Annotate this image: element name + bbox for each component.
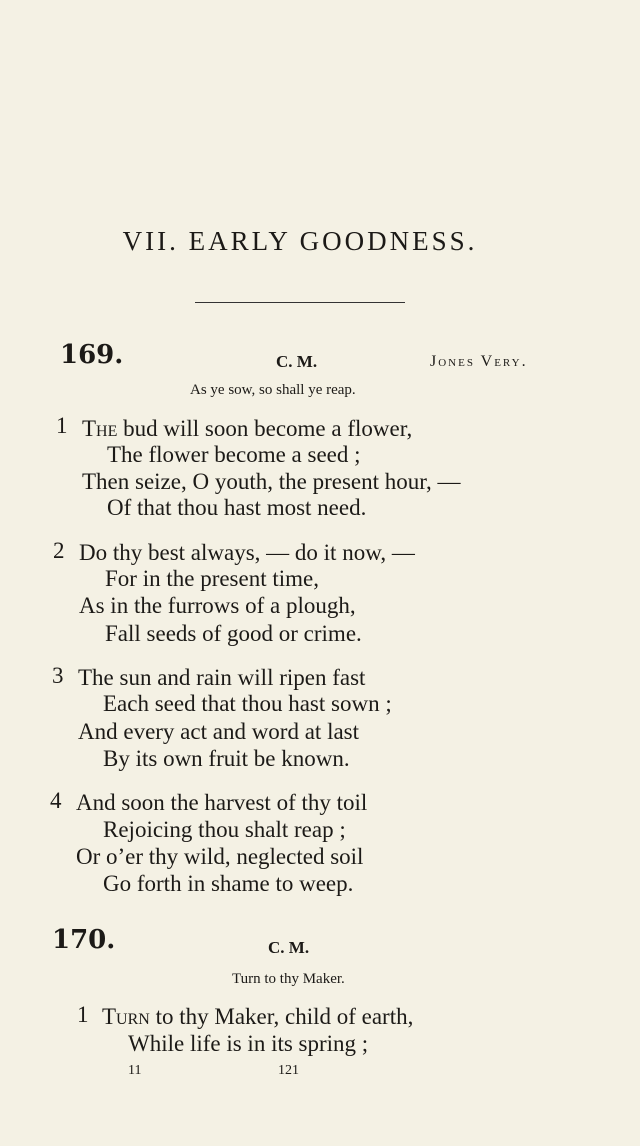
stanza-number: 1 <box>77 1002 89 1027</box>
stanza-number: 2 <box>53 538 65 563</box>
page-number: 121 <box>278 1063 299 1078</box>
signature-mark: 11 <box>128 1063 142 1078</box>
verse-line <box>82 416 412 442</box>
verse-line: And every act and word at last <box>78 719 360 744</box>
verse-line: Then seize, O youth, the present hour, — <box>82 469 461 494</box>
section-title: VII. EARLY GOODNESS. <box>122 226 478 256</box>
verse-line: Do thy best always, — do it now, — <box>79 540 415 565</box>
stanza-number: 1 <box>56 413 68 438</box>
verse-line: And soon the harvest of thy toil <box>76 790 368 815</box>
hymn-author: Jones Very. <box>430 353 528 370</box>
verse-line: The flower become a seed ; <box>107 442 361 467</box>
stanza-number: 3 <box>52 663 64 688</box>
hymn-meter: C. M. <box>268 938 310 957</box>
verse-line: While life is in its spring ; <box>128 1031 369 1056</box>
hymn-subtitle: Turn to thy Maker. <box>232 971 345 987</box>
verse-line: Fall seeds of good or crime. <box>105 621 362 646</box>
verse-line: By its own fruit be known. <box>103 746 350 771</box>
verse-line: Or o’er thy wild, neglected soil <box>76 844 364 869</box>
verse-line: For in the present time, <box>105 566 319 591</box>
verse-line: As in the furrows of a plough, <box>79 593 356 618</box>
hymn-number: 169. <box>60 340 124 370</box>
verse-first-word: The <box>82 416 118 441</box>
verse-line: Rejoicing thou shalt reap ; <box>103 817 346 842</box>
hymn-subtitle: As ye sow, so shall ye reap. <box>190 382 356 398</box>
hymn-meter: C. M. <box>276 352 318 371</box>
verse-line: The sun and rain will ripen fast <box>78 665 366 690</box>
verse-line-text: to thy Maker, child of earth, <box>149 1004 414 1029</box>
stanza-number: 4 <box>50 788 62 813</box>
verse-line <box>102 1004 413 1030</box>
hymn-number: 170. <box>52 925 116 955</box>
verse-line: Of that thou hast most need. <box>107 495 367 520</box>
verse-line: Go forth in shame to weep. <box>103 871 354 896</box>
verse-line-text: bud will soon become a flower, <box>117 416 413 441</box>
verse-line: Each seed that thou hast sown ; <box>103 691 392 716</box>
title-rule <box>195 302 405 303</box>
verse-first-word: Turn <box>102 1004 150 1029</box>
